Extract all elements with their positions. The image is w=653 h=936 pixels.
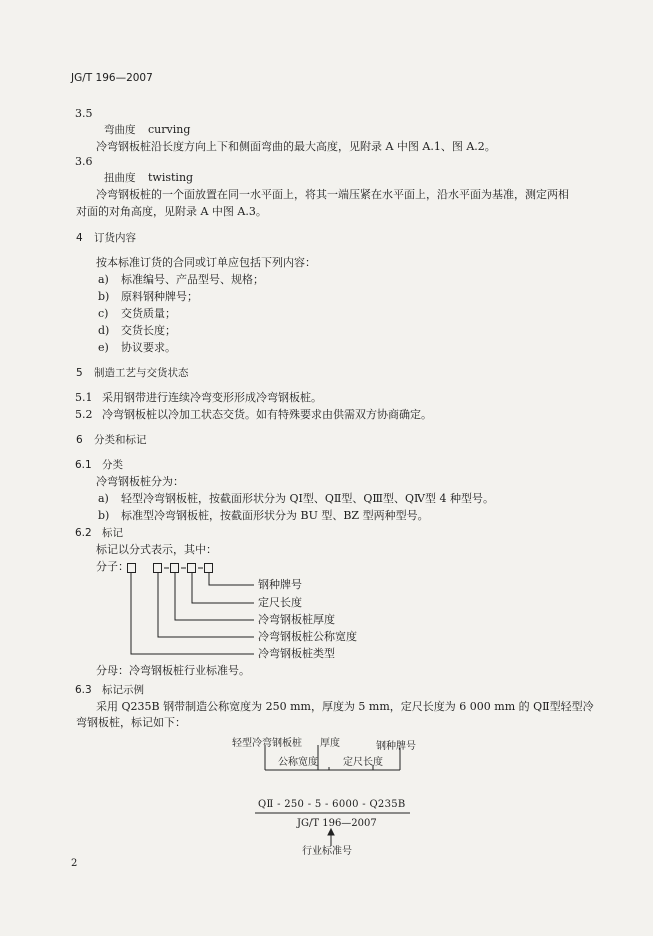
denominator-label: 分母：冷弯钢板桩行业标准号。 [96, 664, 250, 677]
example-marking-denominator: JG/T 196—2007 [297, 818, 377, 829]
twisting-definition-line1: 冷弯钢板桩的一个面放置在同一水平面上，将其一端压紧在水平面上，沿水平面为基准，测定两相 [96, 188, 569, 201]
page-number: 2 [71, 858, 78, 869]
clause-5-2-text: 冷弯钢板桩以冷加工状态交货。如有特殊要求由供需双方协商确定。 [102, 408, 432, 421]
standard-code-header: JG/T 196—2007 [71, 72, 153, 84]
clause-6-2-title: 标记 [102, 527, 123, 539]
class-b-text: 标准型冷弯钢板桩，按截面形状分为 BU 型、BZ 型两种型号。 [121, 509, 429, 522]
section-4-title: 订货内容 [94, 232, 136, 244]
example-text-line1: 采用 Q235B 钢带制造公称宽度为 250 mm，厚度为 5 mm，定尺长度为 6 000 mm 的 QⅡ型轻型冷 [96, 700, 594, 713]
example-label-industry-standard: 行业标准号 [302, 846, 352, 857]
section-3-5-number: 3.5 [75, 107, 93, 120]
example-text-line2: 弯钢板桩，标记如下： [76, 716, 186, 729]
marking-intro: 标记以分式表示，其中： [96, 543, 217, 556]
numerator-label: 分子： [96, 560, 129, 573]
section-3-6-number: 3.6 [75, 155, 93, 168]
example-label-width: 公称宽度 [278, 757, 318, 768]
order-item-a: 标准编号、产品型号、规格； [121, 273, 264, 286]
label-steel-grade: 钢种牌号 [258, 578, 302, 591]
clause-6-2-number: 6.2 [75, 527, 92, 539]
term-twisting-en: twisting [148, 171, 194, 184]
order-item-d-marker: d) [98, 324, 110, 337]
order-item-b: 原料钢种牌号； [121, 290, 198, 303]
section-5-number: 5 [76, 367, 83, 379]
class-a-marker: a) [98, 492, 109, 505]
label-thickness: 冷弯钢板桩厚度 [258, 613, 335, 626]
clause-6-1-number: 6.1 [75, 459, 92, 471]
label-nominal-width: 冷弯钢板桩公称宽度 [258, 630, 357, 643]
order-item-c-marker: c) [98, 307, 109, 320]
section-5-title: 制造工艺与交货状态 [94, 367, 189, 379]
class-b-marker: b) [98, 509, 110, 522]
example-label-length: 定尺长度 [343, 757, 383, 768]
order-item-a-marker: a) [98, 273, 109, 286]
term-curving-en: curving [148, 123, 191, 136]
twisting-definition-line2: 对面的对角高度，见附录 A 中图 A.3。 [76, 205, 267, 218]
example-label-thickness: 厚度 [320, 738, 340, 749]
section-4-number: 4 [76, 232, 83, 244]
classification-intro: 冷弯钢板桩分为： [96, 475, 184, 488]
term-twisting-zh: 扭曲度 [104, 172, 136, 184]
clause-6-3-title: 标记示例 [102, 684, 144, 696]
label-pile-type: 冷弯钢板桩类型 [258, 647, 335, 660]
clause-5-2-number: 5.2 [75, 408, 93, 421]
clause-5-1-number: 5.1 [75, 391, 93, 404]
section-6-number: 6 [76, 434, 83, 446]
clause-6-3-number: 6.3 [75, 684, 92, 696]
clause-5-1-text: 采用钢带进行连续冷弯变形形成冷弯钢板桩。 [102, 391, 322, 404]
order-item-d: 交货长度； [121, 324, 176, 337]
example-label-type: 轻型冷弯钢板桩 [232, 738, 302, 749]
term-curving-zh: 弯曲度 [104, 124, 136, 136]
example-marking-numerator: QⅡ - 250 - 5 - 6000 - Q235B [258, 799, 406, 810]
example-label-grade: 钢种牌号 [376, 741, 416, 752]
order-item-e-marker: e) [98, 341, 109, 354]
order-item-e: 协议要求。 [121, 341, 176, 354]
order-item-b-marker: b) [98, 290, 110, 303]
order-intro: 按本标准订货的合同或订单应包括下列内容： [96, 256, 316, 269]
label-fixed-length: 定尺长度 [258, 596, 302, 609]
order-item-c: 交货质量； [121, 307, 176, 320]
clause-6-1-title: 分类 [102, 459, 123, 471]
curving-definition: 冷弯钢板桩沿长度方向上下和侧面弯曲的最大高度，见附录 A 中图 A.1、图 A.2。 [96, 140, 496, 153]
class-a-text: 轻型冷弯钢板桩，按截面形状分为 QⅠ型、QⅡ型、QⅢ型、QⅣ型 4 种型号。 [121, 492, 494, 505]
section-6-title: 分类和标记 [94, 434, 147, 446]
